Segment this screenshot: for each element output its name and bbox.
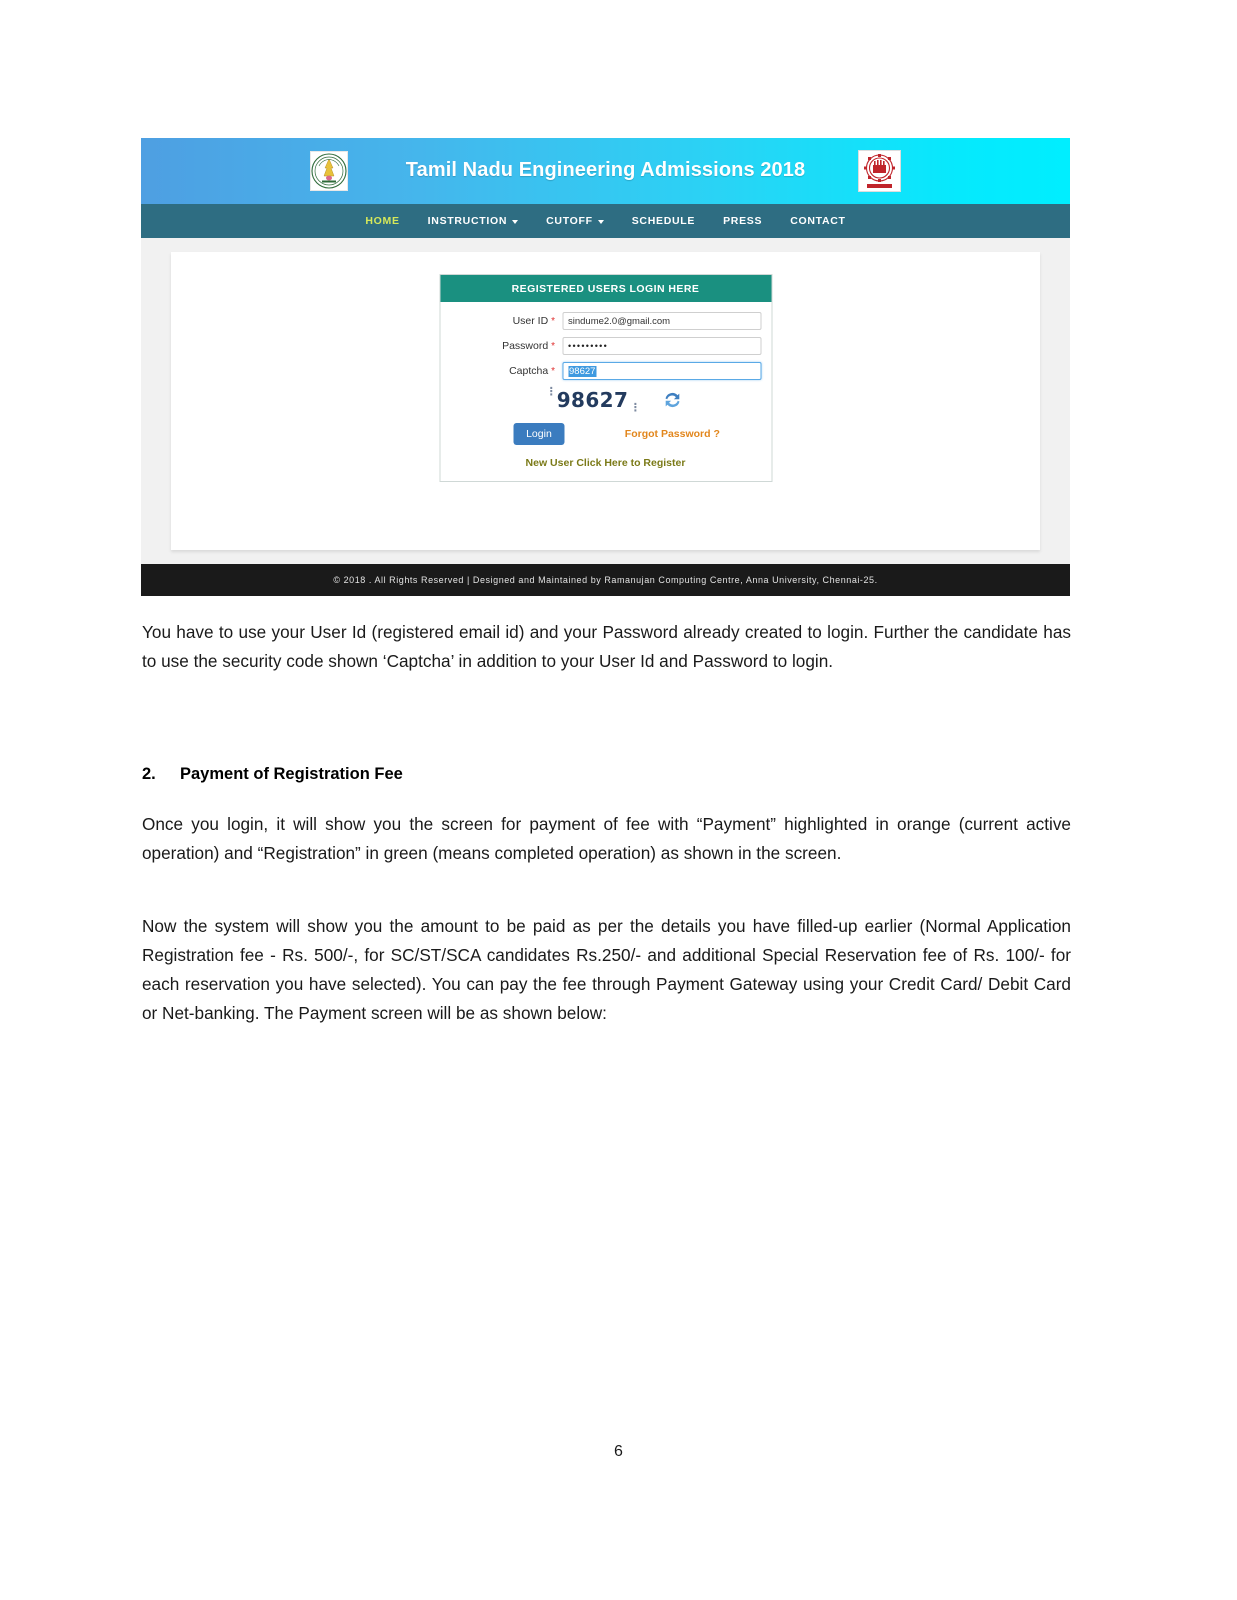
nav-item-press[interactable] bbox=[709, 215, 776, 227]
password-label: Password * bbox=[502, 340, 555, 352]
refresh-icon[interactable] bbox=[662, 390, 682, 410]
anna-university-logo-icon bbox=[858, 150, 901, 192]
password-value: ••••••••• bbox=[568, 341, 609, 351]
site-footer-text: © 2018 . All Rights Reserved | Designed and Maintained by Ramanujan Computing Centre, Anna University, Chennai-25. bbox=[333, 575, 878, 585]
site-body bbox=[141, 238, 1070, 564]
chevron-down-icon bbox=[598, 220, 604, 224]
section-heading-payment bbox=[142, 765, 1071, 784]
site-footer bbox=[141, 564, 1070, 596]
paragraph-login-instructions: You have to use your User Id (registered email id) and your Password already created to login. Further the candidate has to use the security code shown ‘Captcha’ in addition to your User Id and Password to login. bbox=[142, 622, 1071, 671]
section-number: 2. bbox=[142, 765, 156, 783]
nav-item-label: HOME bbox=[365, 215, 400, 227]
userid-row bbox=[450, 312, 761, 330]
nav-item-schedule[interactable] bbox=[618, 215, 709, 227]
required-marker: * bbox=[551, 366, 555, 377]
page-number: 6 bbox=[614, 1443, 623, 1460]
login-actions bbox=[450, 423, 761, 445]
forgot-password-link[interactable]: Forgot Password ? bbox=[624, 428, 720, 440]
site-navigation bbox=[141, 204, 1070, 238]
nav-item-label: CUTOFF bbox=[546, 215, 593, 227]
login-panel bbox=[439, 274, 772, 482]
captcha-noise-dots: ⋮ bbox=[545, 385, 558, 398]
password-row bbox=[450, 337, 761, 355]
password-input[interactable] bbox=[562, 337, 761, 355]
userid-value: sindume2.0@gmail.com bbox=[568, 315, 671, 327]
userid-label: User ID * bbox=[512, 315, 555, 327]
nav-item-home[interactable] bbox=[351, 215, 413, 227]
login-form bbox=[440, 302, 771, 481]
nav-item-label: CONTACT bbox=[790, 215, 846, 227]
paragraph-fee-details: Now the system will show you the amount to be paid as per the details you have filled-up earlier (Normal Application Registration fee - Rs. 500/-, for SC/ST/SCA candidates Rs.250/- and additional Special Reservation fee of Rs. 100/- for each reservation you have selected). You can pay the fee through Payment Gateway using your Credit Card/ Debit Card or Net-banking. The Payment screen will be as shown below: bbox=[142, 916, 1071, 1023]
nav-item-cutoff[interactable] bbox=[532, 215, 618, 227]
paragraph-payment-screen: Once you login, it will show you the screen for payment of fee with “Payment” highlighted in orange (current active operation) and “Registration” in green (means completed operation) as shown in the screen. bbox=[142, 814, 1071, 863]
userid-input[interactable] bbox=[562, 312, 761, 330]
site-title: Tamil Nadu Engineering Admissions 2018 bbox=[405, 159, 806, 181]
captcha-noise-dots: ⋮ bbox=[629, 401, 642, 414]
captcha-image-text: 98627 bbox=[556, 388, 629, 412]
nav-item-instruction[interactable] bbox=[414, 215, 532, 227]
nav-item-label: INSTRUCTION bbox=[427, 215, 508, 227]
chevron-down-icon bbox=[512, 220, 518, 224]
nav-item-label: PRESS bbox=[723, 215, 763, 227]
captcha-row bbox=[450, 362, 761, 380]
section-title: Payment of Registration Fee bbox=[180, 765, 403, 783]
register-link[interactable]: New User Click Here to Register bbox=[525, 457, 686, 469]
required-marker: * bbox=[551, 316, 555, 327]
embedded-browser-screenshot bbox=[141, 138, 1070, 596]
captcha-display-row bbox=[450, 385, 761, 414]
content-card bbox=[171, 252, 1040, 550]
site-header bbox=[141, 138, 1070, 204]
login-panel-title: REGISTERED USERS LOGIN HERE bbox=[440, 275, 771, 302]
login-button[interactable]: Login bbox=[513, 423, 565, 445]
captcha-value: 98627 bbox=[569, 365, 596, 377]
captcha-input[interactable] bbox=[562, 362, 761, 380]
required-marker: * bbox=[551, 341, 555, 352]
captcha-label: Captcha * bbox=[509, 365, 555, 377]
nav-item-contact[interactable] bbox=[776, 215, 859, 227]
nav-item-label: SCHEDULE bbox=[631, 215, 696, 227]
captcha-image bbox=[545, 385, 642, 414]
